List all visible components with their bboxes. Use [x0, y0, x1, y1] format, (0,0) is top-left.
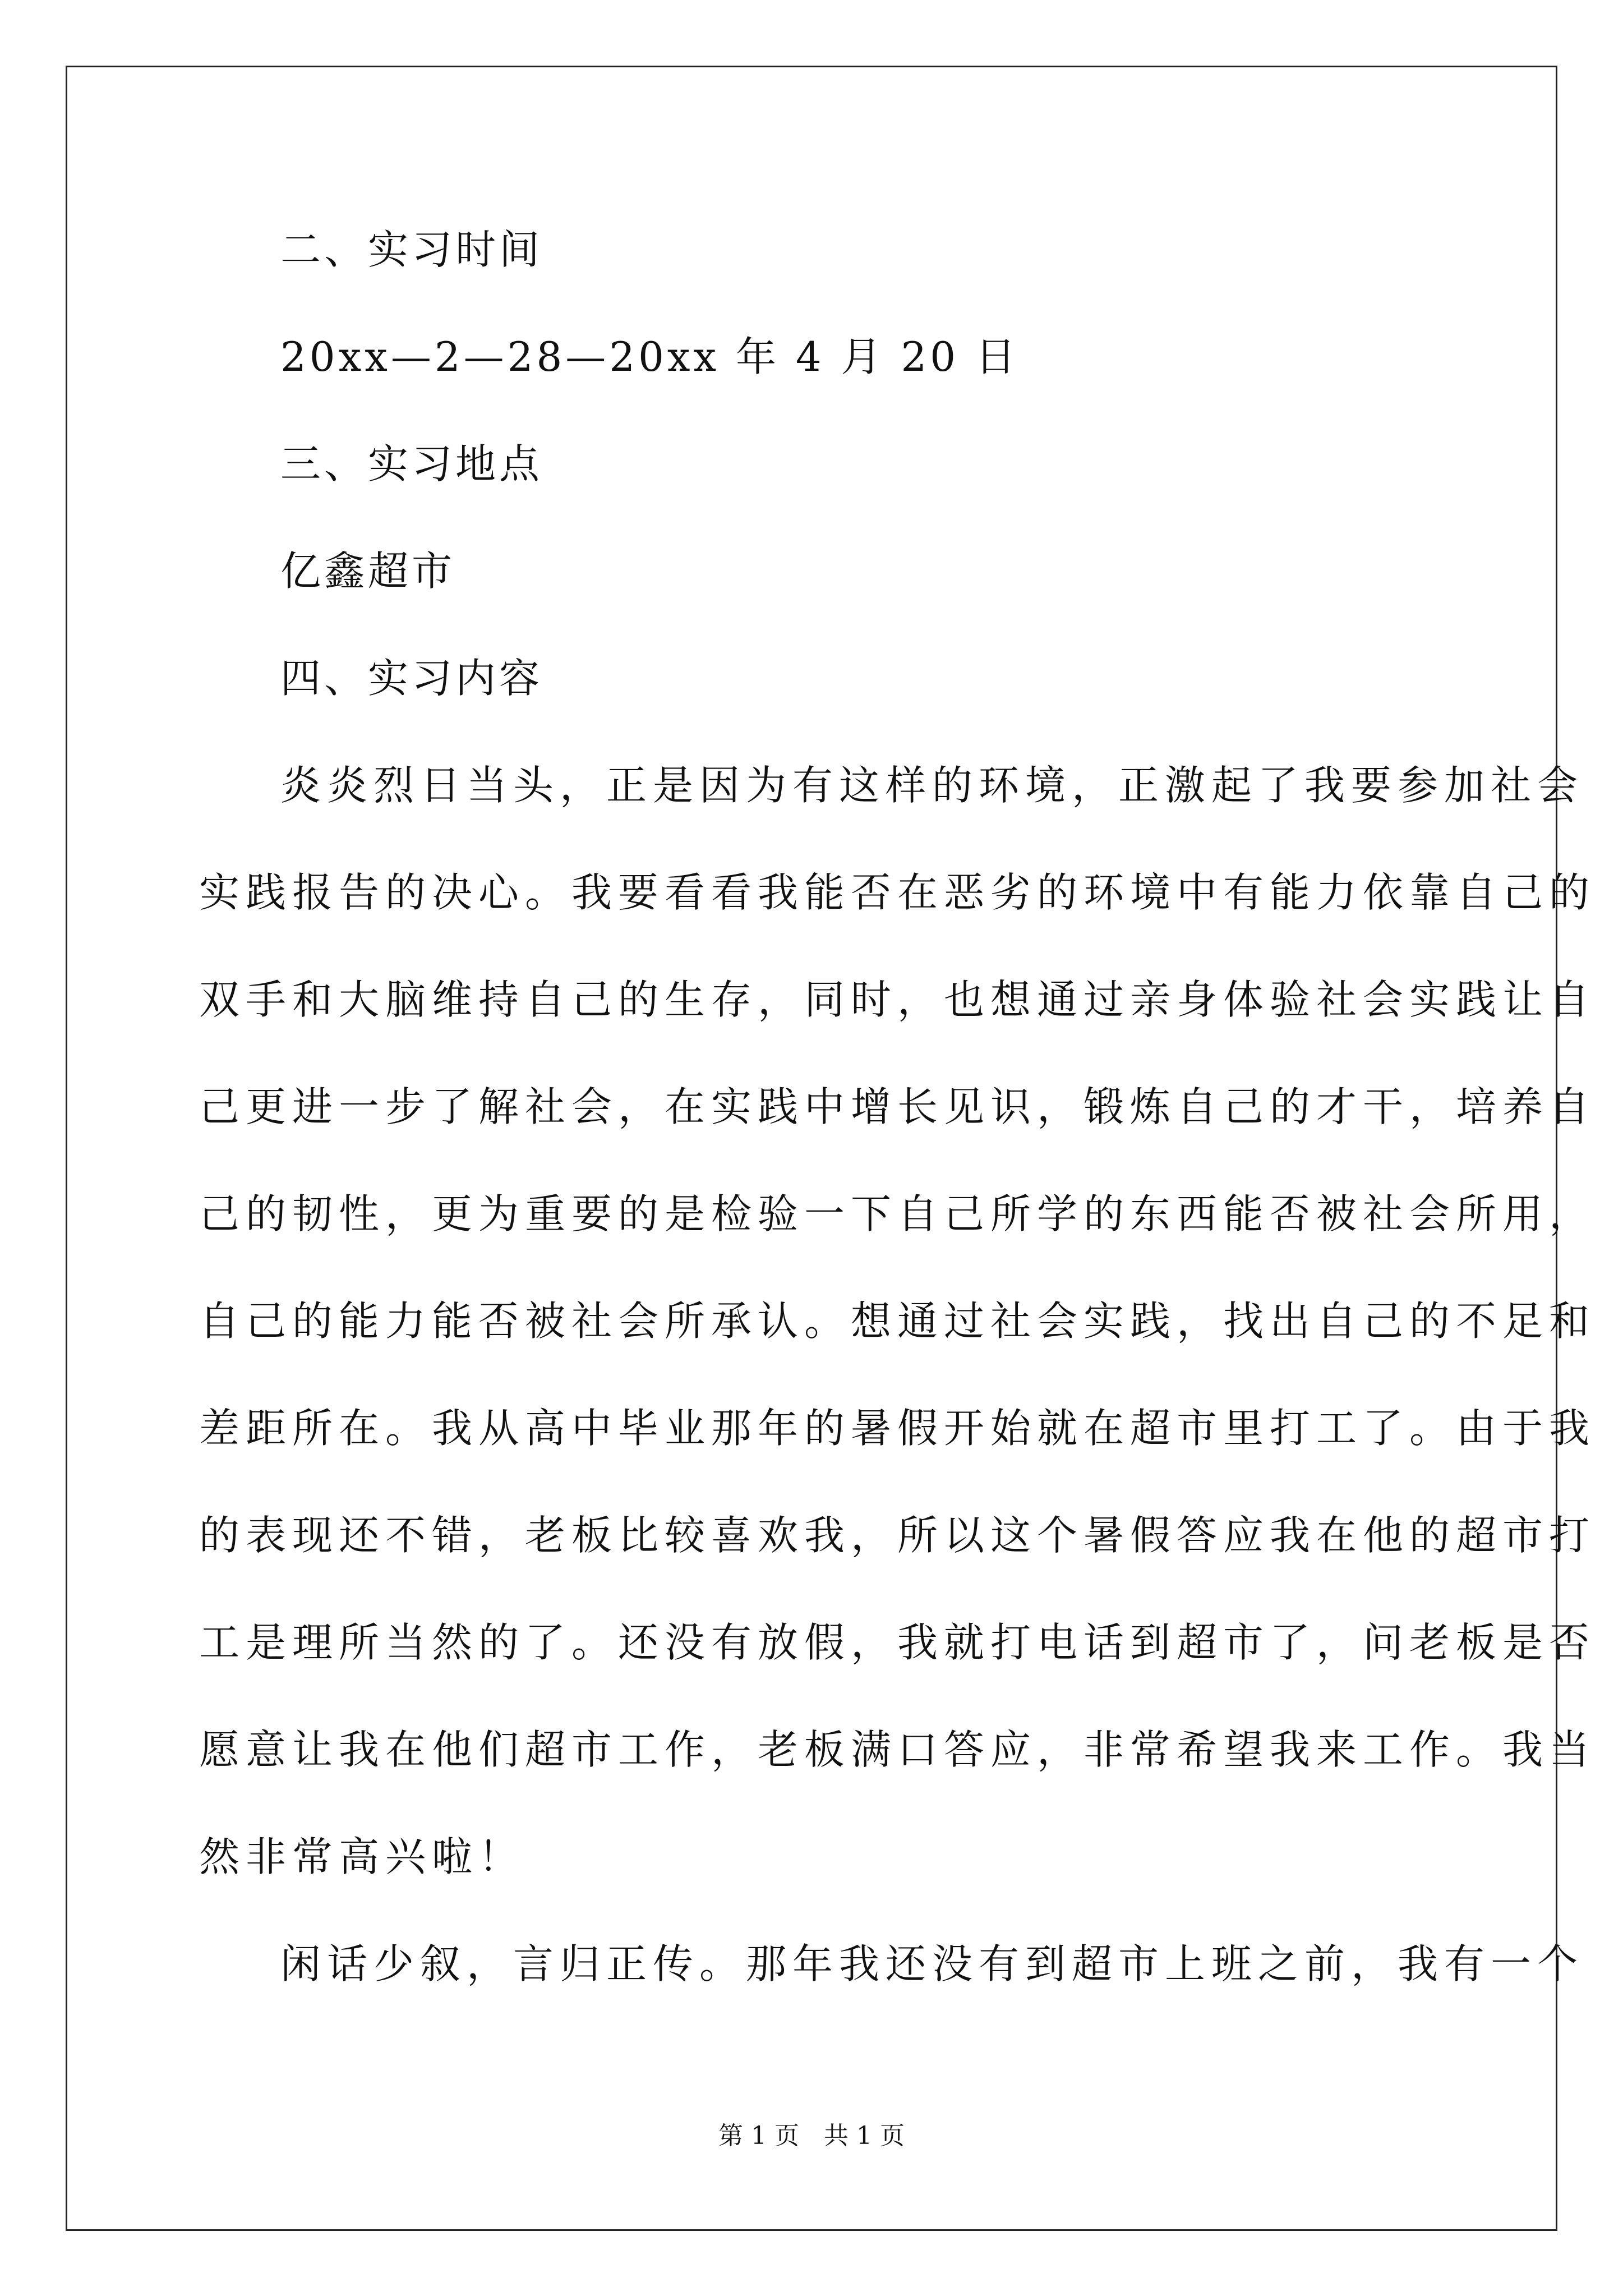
paragraph-line: 自己的能力能否被社会所承认。想通过社会实践，找出自己的不足和	[199, 1297, 1596, 1345]
page-border	[66, 66, 1557, 2231]
internship-location: 亿鑫超市	[280, 547, 456, 595]
section-heading-time: 二、实习时间	[280, 226, 543, 273]
paragraph-line: 差距所在。我从高中毕业那年的暑假开始就在超市里打工了。由于我	[199, 1405, 1596, 1452]
paragraph-line: 工是理所当然的了。还没有放假，我就打电话到超市了，问老板是否	[199, 1619, 1596, 1666]
internship-dates: 20xx—2—28—20xx 年 4 月 20 日	[280, 333, 1019, 380]
paragraph-line: 闲话少叙，言归正传。那年我还没有到超市上班之前，我有一个	[280, 1940, 1584, 1987]
paragraph-line: 己更进一步了解社会，在实践中增长见识，锻炼自己的才干，培养自	[199, 1083, 1596, 1130]
page-number-footer: 第 1 页 共 1 页	[718, 2122, 905, 2150]
paragraph-line: 实践报告的决心。我要看看我能否在恶劣的环境中有能力依靠自己的	[199, 869, 1596, 916]
paragraph-line: 己的韧性，更为重要的是检验一下自己所学的东西能否被社会所用，	[199, 1190, 1596, 1237]
section-heading-location: 三、实习地点	[280, 440, 543, 487]
paragraph-line: 愿意让我在他们超市工作，老板满口答应，非常希望我来工作。我当	[199, 1726, 1596, 1773]
paragraph-line: 炎炎烈日当头，正是因为有这样的环境，正激起了我要参加社会	[280, 762, 1584, 809]
paragraph-line: 的表现还不错，老板比较喜欢我，所以这个暑假答应我在他的超市打	[199, 1512, 1596, 1559]
section-heading-content: 四、实习内容	[280, 655, 543, 702]
paragraph-line: 双手和大脑维持自己的生存，同时，也想通过亲身体验社会实践让自	[199, 976, 1596, 1023]
paragraph-line: 然非常高兴啦！	[199, 1833, 525, 1880]
